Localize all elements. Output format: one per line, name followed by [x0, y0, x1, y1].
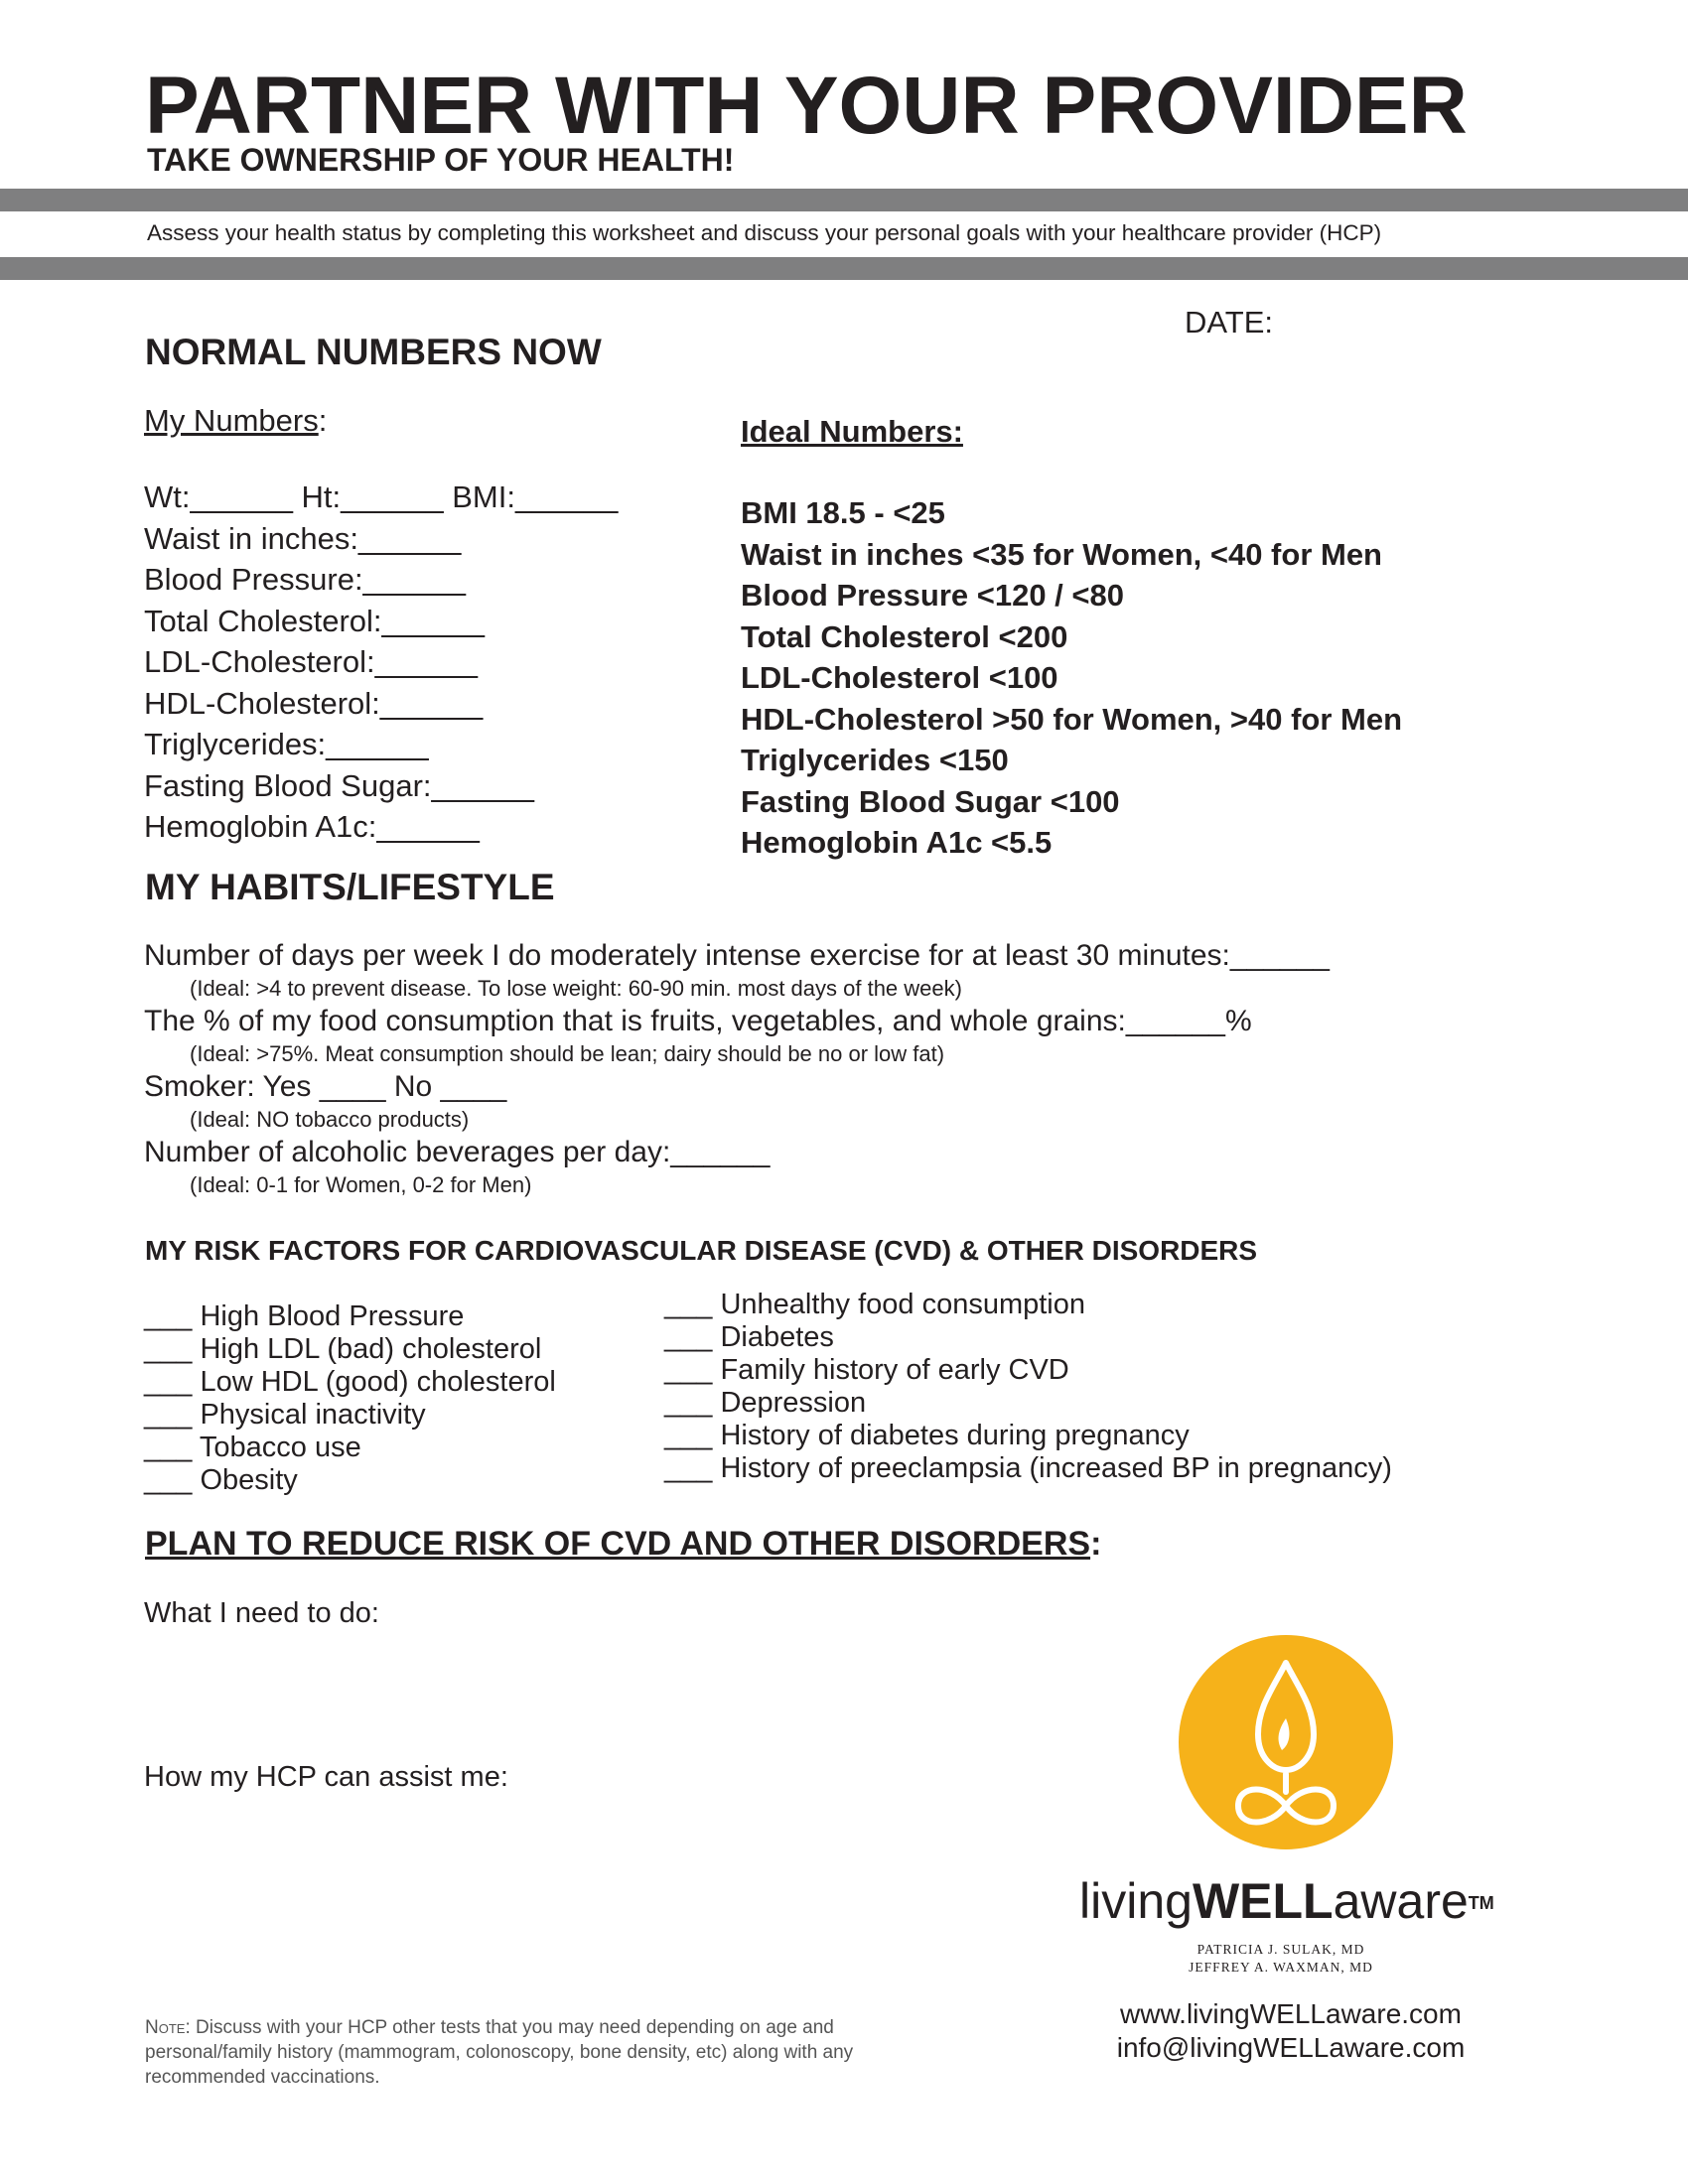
habit-alcohol: Number of alcoholic beverages per day:______ — [144, 1136, 771, 1168]
risk-list-right — [664, 1289, 1392, 1485]
footer-note — [145, 2015, 880, 2090]
my-number-triglycerides: Triglycerides:______ — [144, 727, 429, 761]
my-number-ldl: LDL-Cholesterol:______ — [144, 644, 479, 679]
habit-food-note: (Ideal: >75%. Meat consumption should be lean; dairy should be no or low fat) — [190, 1041, 945, 1066]
brand-contact — [1072, 1997, 1509, 2065]
ideal-triglycerides: Triglycerides <150 — [741, 743, 1009, 777]
risk-heading: MY RISK FACTORS FOR CARDIOVASCULAR DISEASE (CVD) & OTHER DISORDERS — [145, 1235, 1258, 1266]
plan-heading-text: PLAN TO REDUCE RISK OF CVD AND OTHER DISORDERS — [145, 1525, 1091, 1563]
brand-name-pre: living — [1079, 1873, 1193, 1929]
ideal-a1c: Hemoglobin A1c <5.5 — [741, 825, 1053, 860]
habit-exercise-note: (Ideal: >4 to prevent disease. To lose weight: 60-90 min. most days of the week) — [190, 976, 962, 1001]
my-numbers-heading-text: My Numbers — [144, 403, 319, 438]
habit-alcohol-note: (Ideal: 0-1 for Women, 0-2 for Men) — [190, 1172, 532, 1197]
email-link[interactable]: info@livingWELLaware.com — [1116, 2032, 1466, 2063]
date-label: DATE: — [1185, 305, 1273, 340]
habit-smoker: Smoker: Yes ____ No ____ — [144, 1070, 507, 1103]
my-number-fasting-blood-sugar: Fasting Blood Sugar:______ — [144, 767, 534, 803]
risk-unhealthy-food: ___ Unhealthy food consumption — [664, 1289, 1086, 1320]
my-numbers-heading — [144, 400, 327, 442]
my-number-a1c: Hemoglobin A1c:______ — [144, 809, 480, 844]
numbers-heading: NORMAL NUMBERS NOW — [145, 332, 602, 372]
ideal-ldl: LDL-Cholesterol <100 — [741, 660, 1058, 695]
habits-heading: MY HABITS/LIFESTYLE — [145, 867, 555, 907]
habit-food: The % of my food consumption that is fruits, vegetables, and whole grains:______% — [144, 1005, 1252, 1037]
my-number-blood-pressure: Blood Pressure:______ — [144, 562, 467, 597]
plan-heading — [145, 1523, 1101, 1565]
note-label: Note: — [145, 2017, 191, 2038]
plan-heading-colon: : — [1090, 1525, 1102, 1563]
risk-list-left — [144, 1300, 556, 1497]
ideal-numbers-list — [741, 492, 1402, 864]
my-number-total-cholesterol: Total Cholesterol:______ — [144, 603, 485, 638]
risk-low-hdl: ___ Low HDL (good) cholesterol — [144, 1366, 556, 1398]
top-divider-band — [0, 189, 1688, 211]
page-subtitle: TAKE OWNERSHIP OF YOUR HEALTH! — [147, 142, 735, 178]
my-numbers-heading-colon: : — [318, 403, 328, 438]
ideal-bmi: BMI 18.5 - <25 — [741, 495, 945, 530]
trademark-symbol: TM — [1468, 1893, 1494, 1913]
my-number-hdl: HDL-Cholesterol:______ — [144, 685, 484, 721]
brand-name-bold: WELL — [1192, 1873, 1334, 1929]
habit-smoker-note: (Ideal: NO tobacco products) — [190, 1107, 470, 1132]
risk-high-blood-pressure: ___ High Blood Pressure — [144, 1300, 465, 1332]
ideal-total-cholesterol: Total Cholesterol <200 — [741, 618, 1068, 654]
bottom-divider-band — [0, 257, 1688, 280]
brand-doctors — [1182, 1941, 1380, 1977]
doctor-name-1: PATRICIA J. SULAK, MD — [1196, 1942, 1365, 1957]
my-number-weight-height-bmi: Wt:______ Ht:______ BMI:______ — [144, 479, 619, 514]
ideal-waist: Waist in inches <35 for Women, <40 for Men — [741, 536, 1382, 572]
my-number-waist: Waist in inches:______ — [144, 520, 462, 556]
doctor-name-2: JEFFREY A. WAXMAN, MD — [1189, 1960, 1373, 1975]
risk-family-history: ___ Family history of early CVD — [664, 1354, 1069, 1386]
ideal-hdl: HDL-Cholesterol >50 for Women, >40 for Men — [741, 701, 1403, 737]
risk-high-ldl: ___ High LDL (bad) cholesterol — [144, 1333, 542, 1365]
plan-todo-label: What I need to do: — [144, 1597, 379, 1629]
ideal-numbers-heading-text: Ideal Numbers: — [741, 414, 963, 449]
meditation-flame-icon — [1179, 1635, 1393, 1849]
risk-physical-inactivity: ___ Physical inactivity — [144, 1399, 426, 1431]
logo-circle — [1179, 1635, 1393, 1849]
risk-tobacco-use: ___ Tobacco use — [144, 1432, 361, 1463]
brand-wordmark — [1079, 1871, 1494, 1931]
risk-preeclampsia: ___ History of preeclampsia (increased BP in pregnancy) — [664, 1452, 1392, 1484]
plan-hcp-label: How my HCP can assist me: — [144, 1761, 508, 1793]
ideal-numbers-heading — [741, 411, 963, 453]
brand-name-post: aware — [1333, 1873, 1469, 1929]
my-numbers-list — [144, 477, 618, 848]
risk-diabetes: ___ Diabetes — [664, 1321, 834, 1353]
note-text: Discuss with your HCP other tests that you may need depending on age and personal/family history (mammogram, colonoscopy, bone density, etc) along with any recommended vaccinations. — [145, 2017, 854, 2088]
habit-exercise: Number of days per week I do moderately intense exercise for at least 30 minutes:______ — [144, 939, 1330, 972]
risk-depression: ___ Depression — [664, 1387, 867, 1419]
ideal-blood-pressure: Blood Pressure <120 / <80 — [741, 578, 1124, 613]
risk-obesity: ___ Obesity — [144, 1464, 298, 1496]
intro-text: Assess your health status by completing this worksheet and discuss your personal goals with your healthcare provider (HCP) — [147, 220, 1382, 245]
ideal-fasting-blood-sugar: Fasting Blood Sugar <100 — [741, 783, 1120, 819]
page-title: PARTNER WITH YOUR PROVIDER — [145, 61, 1468, 151]
risk-gestational-diabetes: ___ History of diabetes during pregnancy — [664, 1420, 1190, 1451]
habits-list — [144, 938, 1330, 1200]
website-link[interactable]: www.livingWELLaware.com — [1120, 1998, 1462, 2029]
